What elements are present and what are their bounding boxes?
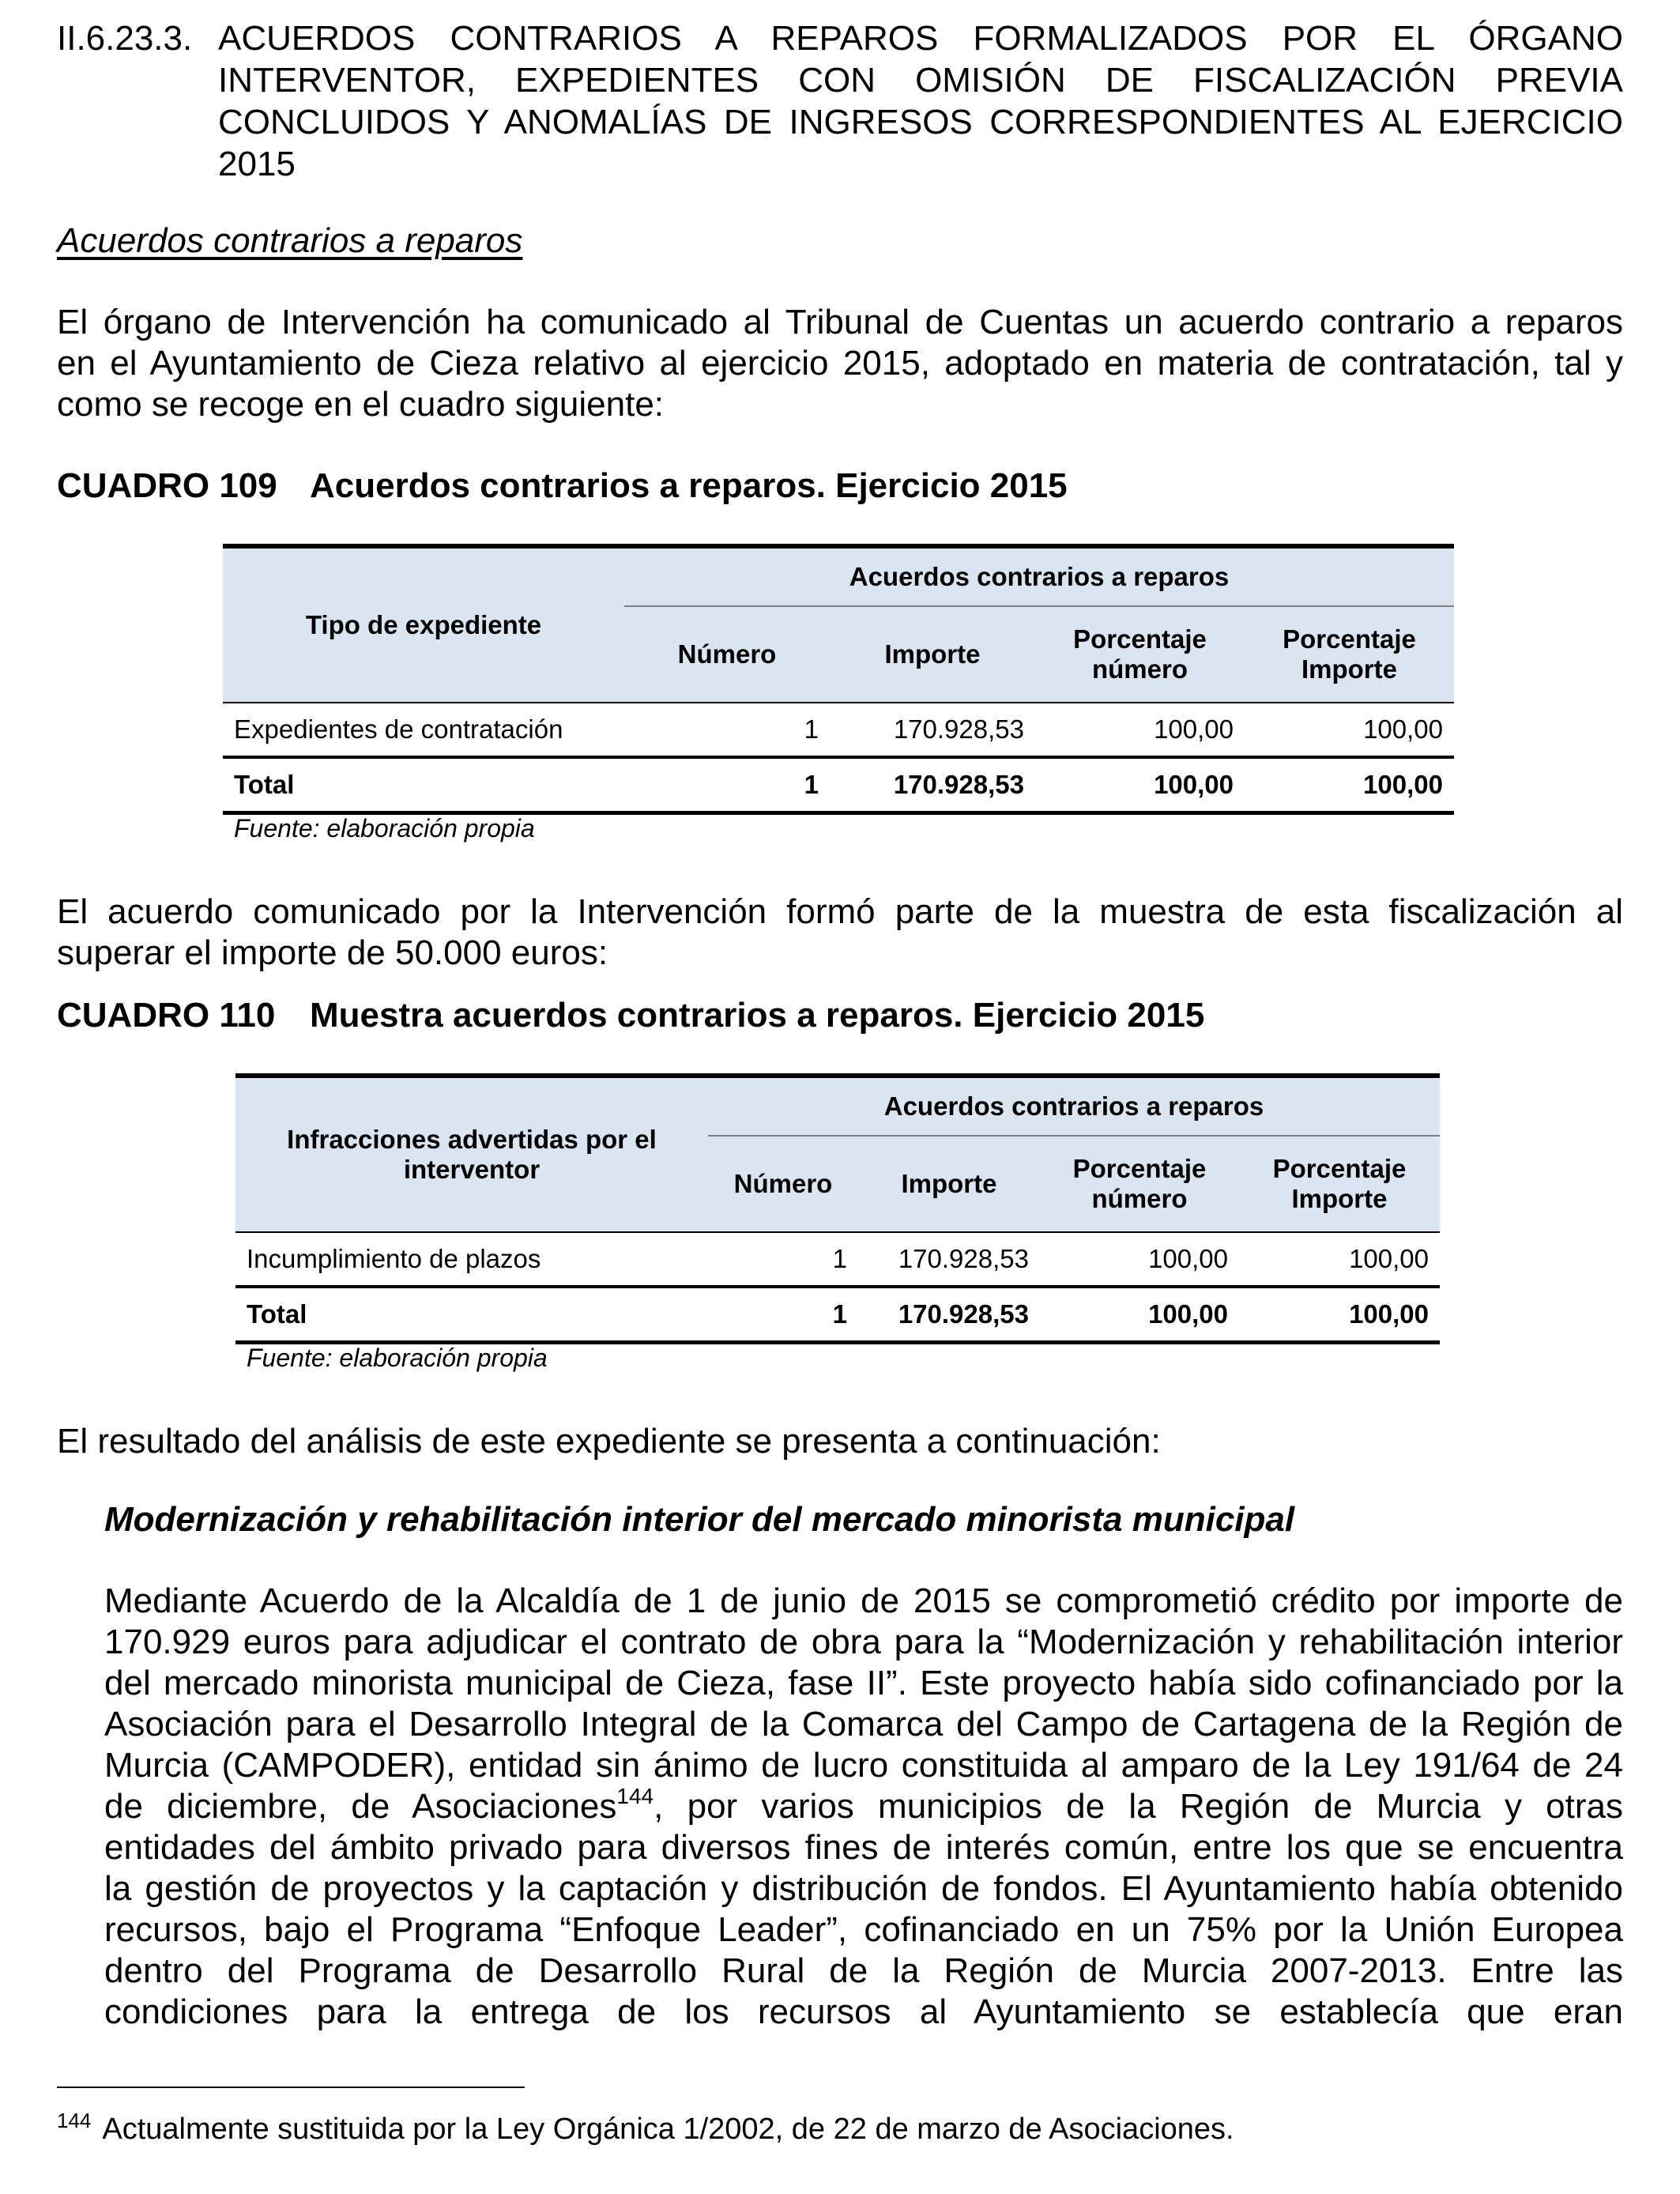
column-header-numero: Número [708,1136,858,1232]
table-source: Fuente: elaboración propia [234,814,535,843]
paragraph-line: condiciones para la entrega de los recursos al Ayuntamiento se establecía que eran [104,1992,1623,2031]
cell-numero: 1 [804,714,819,744]
footnote-mark: 144 [57,2109,92,2132]
cell-label: Total [235,1287,708,1343]
group-header: Acuerdos contrarios a reparos [708,1076,1440,1136]
paragraph-line: El órgano de Intervención ha comunicado al Tribunal de Cuentas un acuerdo contrario a reparos [57,303,1623,341]
cell-pct-numero: 100,00 [1035,757,1245,813]
cell-numero: 1 [708,1287,858,1343]
header-line: Porcentaje [1283,624,1416,654]
table-title: Muestra acuerdos contrarios a reparos. Ejercicio 2015 [310,996,1205,1035]
header-line: Importe [1291,1184,1388,1213]
intro-paragraph [57,302,1623,425]
table-title: Acuerdos contrarios a reparos. Ejercicio 2015 [310,466,1068,505]
section-title: Modernización y rehabilitación interior del mercado minorista municipal [104,1500,1295,1539]
footnote [57,2109,1234,2147]
cell-importe: 170.928,53 [893,714,1024,744]
paragraph-line: Mediante Acuerdo de la Alcaldía de 1 de junio de 2015 se comprometió crédito por importe de [104,1581,1623,1620]
text-run: de diciembre, de Asociaciones [104,1787,617,1826]
paragraph-line: del mercado minorista municipal de Cieza, fase II”. Este proyecto había sido cofinanciado por la [104,1664,1623,1702]
header-line: Porcentaje [1272,1154,1407,1183]
table-caption [57,466,1068,506]
table-total-row [235,1287,1440,1343]
cell-pct-importe: 100,00 [1239,1287,1440,1343]
cell-pct-numero: 100,00 [1148,1244,1228,1273]
header-line: número [1091,654,1188,684]
footnote-text: Actualmente sustituida por la Ley Orgánica 1/2002, de 22 de marzo de Asociaciones. [102,2113,1234,2146]
subheading: Acuerdos contrarios a reparos [57,221,523,260]
column-header-pct-numero [1035,606,1245,703]
paragraph-line [104,1786,1623,1827]
heading-number: II.6.23.3. [57,19,193,58]
column-header-pct-importe [1245,606,1454,703]
group-header: Acuerdos contrarios a reparos [624,546,1454,606]
table-110 [235,1073,1440,1344]
column-header-infracciones [235,1076,708,1232]
header-line: Infracciones advertidas por el [287,1125,657,1154]
table-code: CUADRO 110 [57,996,276,1035]
paragraph-line: Asociación para el Desarrollo Integral de la Comarca del Campo de Cartagena de la Región de [104,1705,1623,1744]
cell-importe: 170.928,53 [830,757,1035,813]
column-header-importe: Importe [858,1136,1040,1232]
paragraph-line: en el Ayuntamiento de Cieza relativo al ejercicio 2015, adoptado en materia de contratación, tal y [57,344,1623,383]
cell-pct-importe: 100,00 [1245,757,1454,813]
cell-pct-numero: 100,00 [1040,1287,1239,1343]
header-line: interventor [403,1155,541,1184]
header-line: Importe [1301,654,1397,684]
column-header-pct-importe [1239,1136,1440,1232]
paragraph-line: 170.929 euros para adjudicar el contrato de obra para la “Modernización y rehabilitación interior [104,1623,1623,1661]
cell-numero: 1 [832,1244,847,1273]
cell-pct-importe: 100,00 [1349,1244,1429,1273]
heading-line: ACUERDOS CONTRARIOS A REPAROS FORMALIZADOS POR EL ÓRGANO [218,19,1623,58]
table-row [223,703,1454,757]
result-paragraph: El resultado del análisis de este expediente se presenta a continuación: [57,1422,1161,1461]
table-109 [223,544,1454,815]
header-line: Porcentaje [1072,1154,1207,1183]
table-caption [57,996,1204,1035]
column-header-pct-numero [1040,1136,1239,1232]
header-line: Porcentaje [1073,624,1207,654]
paragraph-line: como se recoge en el cuadro siguiente: [57,385,665,424]
paragraph-line: la gestión de proyectos y la captación y distribución de fondos. El Ayuntamiento había obtenido [104,1869,1623,1908]
table-row [235,1232,1440,1287]
column-header-tipo: Tipo de expediente [223,546,624,703]
header-line: número [1091,1184,1188,1213]
footnote-separator [57,2087,525,2088]
cell-label: Expedientes de contratación [234,714,563,744]
cell-importe: 170.928,53 [858,1287,1040,1343]
cell-pct-importe: 100,00 [1363,714,1443,744]
paragraph-line: Murcia (CAMPODER), entidad sin ánimo de lucro constituida al amparo de la Ley 191/64 de 24 [104,1746,1623,1785]
cell-label: Total [223,757,624,813]
paragraph-line: El acuerdo comunicado por la Intervención formó parte de la muestra de esta fiscalización al [57,892,1623,931]
paragraph-line: recursos, bajo el Programa “Enfoque Leader”, cofinanciado en un 75% por la Unión Europea [104,1910,1623,1949]
table-source: Fuente: elaboración propia [247,1344,548,1372]
body-paragraph [104,1581,1623,2033]
cell-pct-numero: 100,00 [1154,714,1234,744]
footnote-reference[interactable]: 144 [616,1784,654,1808]
cell-importe: 170.928,53 [898,1244,1029,1273]
cell-numero: 1 [624,757,830,813]
heading-title [218,17,1623,185]
mid-paragraph [57,892,1623,974]
paragraph-line: dentro del Programa de Desarrollo Rural de la Región de Murcia 2007-2013. Entre las [104,1951,1623,1990]
table-code: CUADRO 109 [57,466,277,505]
paragraph-line: superar el importe de 50.000 euros: [57,933,608,972]
heading-line: CONCLUIDOS Y ANOMALÍAS DE INGRESOS CORRESPONDIENTES AL EJERCICIO [218,103,1623,141]
section-heading [57,17,1623,185]
cell-label: Incumplimiento de plazos [247,1244,541,1273]
paragraph-line: entidades del ámbito privado para diversos fines de interés común, entre los que se encuentra [104,1828,1623,1867]
table-total-row [223,757,1454,813]
heading-line: 2015 [218,145,296,183]
column-header-numero: Número [624,606,830,703]
text-run: , por varios municipios de la Región de Murcia y otras [654,1787,1624,1826]
column-header-importe: Importe [830,606,1035,703]
heading-line: INTERVENTOR, EXPEDIENTES CON OMISIÓN DE FISCALIZACIÓN PREVIA [218,61,1623,100]
